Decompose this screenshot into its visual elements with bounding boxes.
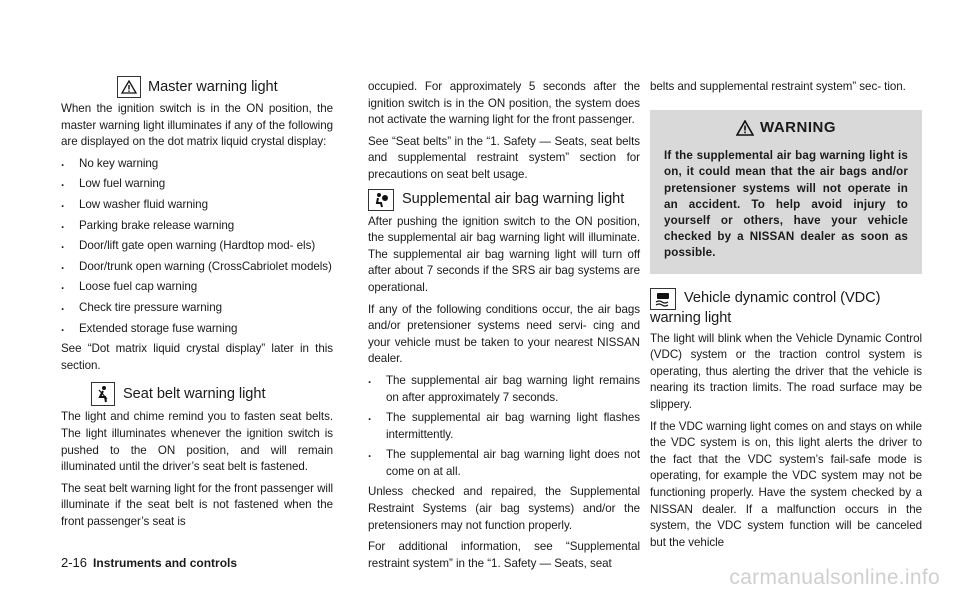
vdc-icon bbox=[650, 288, 676, 310]
list-item: . Loose fuel cap warning bbox=[61, 279, 333, 296]
airbag-heading-text: Supplemental air bag warning light bbox=[402, 191, 625, 208]
master-warning-heading bbox=[117, 76, 333, 98]
master-warning-intro: When the ignition switch is in the ON position, the master warning light illuminates if any of the following are displayed on the dot matrix liquid crystal display: bbox=[61, 102, 333, 149]
warning-box bbox=[650, 110, 922, 274]
page-number: 2-16 bbox=[61, 555, 88, 570]
seatbelt-paragraph-1: The light and chime remind you to fasten seat belts. The light illuminates whenever the ignition switch is pushed to the ON position, and will remain illuminated until the driver’s seat belt is fastened. bbox=[61, 410, 333, 474]
warning-body: If the supplemental air bag warning light is on, it could mean that the air bags and/or pretensioner systems will not operate in an accident. To help avoid injury to yourself or others, have your vehicle checked by a NISSAN dealer as soon as possible. bbox=[664, 149, 908, 260]
column-3 bbox=[650, 79, 922, 556]
list-item: . Low washer fluid warning bbox=[61, 197, 333, 214]
list-item: . The supplemental air bag warning light remains on after approximately 7 seconds. bbox=[368, 373, 640, 406]
airbag-icon bbox=[368, 189, 394, 211]
list-item: . Door/trunk open warning (CrossCabriolet models) bbox=[61, 259, 333, 276]
list-item: . Extended storage fuse warning bbox=[61, 321, 333, 338]
page-footer bbox=[61, 555, 237, 570]
list-item: . The supplemental air bag warning light does not come on at all. bbox=[368, 447, 640, 480]
vdc-paragraph-1: The light will blink when the Vehicle Dynamic Control (VDC) system or the traction control system is operating, thus alerting the driver that the vehicle is nearing its traction limits. The road surface may be slippery. bbox=[650, 331, 922, 411]
seatbelt-icon bbox=[91, 382, 115, 406]
airbag-paragraph-4: For additional information, see “Supplemental restraint system” in the “1. Safety — Seats, seat bbox=[368, 540, 640, 570]
col3-paragraph-1: belts and supplemental restraint system” sec- tion. bbox=[650, 80, 906, 93]
list-item: . No key warning bbox=[61, 156, 333, 173]
warning-title bbox=[664, 120, 908, 137]
vdc-heading-text: Vehicle dynamic control (VDC) bbox=[684, 290, 881, 307]
vdc-heading bbox=[650, 288, 922, 310]
master-warning-heading-text: Master warning light bbox=[148, 78, 278, 95]
column-2 bbox=[368, 79, 640, 577]
list-item: . Check tire pressure warning bbox=[61, 300, 333, 317]
column-1 bbox=[61, 76, 333, 535]
watermark: carmanualsonline.info bbox=[729, 566, 940, 589]
airbag-heading bbox=[368, 189, 640, 211]
seatbelt-paragraph-2: The seat belt warning light for the front passenger will illuminate if the seat belt is not fastened when the front passenger’s seat is bbox=[61, 481, 333, 528]
section-title: Instruments and controls bbox=[93, 556, 238, 570]
list-item: . The supplemental air bag warning light flashes intermittently. bbox=[368, 410, 640, 443]
seatbelt-heading-text: Seat belt warning light bbox=[123, 385, 266, 402]
airbag-paragraph-1: After pushing the ignition switch to the ON position, the supplemental air bag warning light will illuminate. The supplemental air bag warning light will turn off after about 7 seconds if the SRS air bag systems are operational. bbox=[368, 214, 640, 294]
airbag-paragraph-3: Unless checked and repaired, the Supplemental Restraint Systems (air bag systems) and/or the pretensioners may not function properly. bbox=[368, 485, 640, 532]
warning-triangle-icon bbox=[736, 120, 754, 136]
list-item: . Door/lift gate open warning (Hardtop mod- els) bbox=[61, 238, 333, 255]
airbag-paragraph-2: If any of the following conditions occur, the air bags and/or pretensioner systems need servi- cing and your vehicle must be taken to your nearest NISSAN dealer. bbox=[368, 302, 640, 366]
seatbelt-heading bbox=[91, 382, 333, 406]
list-item: . Low fuel warning bbox=[61, 176, 333, 193]
master-warning-icon bbox=[117, 76, 141, 98]
col2-paragraph-2: See “Seat belts” in the “1. Safety — Seats, seat belts and supplemental restraint system” section for precautions on seat belt usage. bbox=[368, 134, 640, 181]
col2-paragraph-1: occupied. For approximately 5 seconds after the ignition switch is in the ON position, the system does not activate the warning light for the front passenger. bbox=[368, 80, 640, 127]
master-warning-see: See “Dot matrix liquid crystal display” later in this section. bbox=[61, 342, 333, 372]
vdc-heading-line-2: warning light bbox=[650, 309, 732, 326]
list-item: . Parking brake release warning bbox=[61, 218, 333, 235]
warning-title-text: WARNING bbox=[760, 118, 836, 136]
master-warning-list bbox=[61, 156, 333, 337]
airbag-conditions-list bbox=[368, 373, 640, 481]
vdc-paragraph-2: If the VDC warning light comes on and stays on while the VDC system is on, this light alerts the driver to the fact that the VDC system’s fail-safe mode is operating, for example the VDC system may not be functioning properly. Have the system checked by a NISSAN dealer. If a malfunction occurs in the system, the VDC system function will be canceled but the vehicle bbox=[650, 419, 922, 549]
